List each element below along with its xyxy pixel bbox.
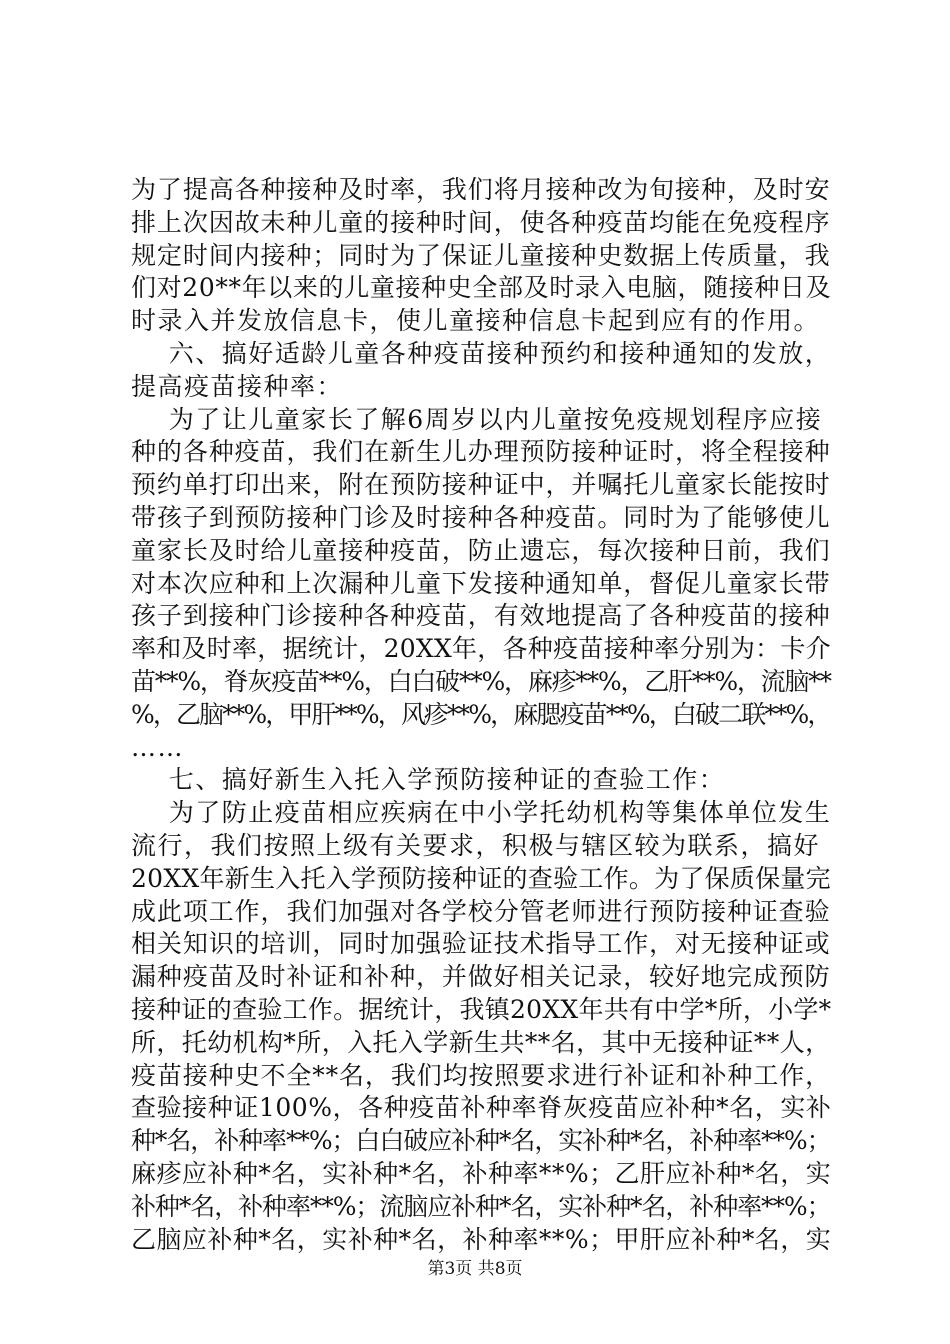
text-line: 七、搞好新生入托入学预防接种证的查验工作：: [131, 765, 726, 795]
text-line: 漏种疫苗及时补证和补种，并做好相关记录，较好地完成预防: [131, 962, 831, 992]
text-line: %，乙脑**%，甲肝**%，风疹**%，麻腮疫苗**%，白破二联**%，: [131, 699, 831, 729]
text-line: 时录入并发放信息卡，使儿童接种信息卡起到应有的作用。: [131, 306, 821, 336]
text-line: 相关知识的培训，同时加强验证技术指导工作，对无接种证或: [131, 929, 831, 959]
page-footer: 第3页 共8页: [427, 1259, 523, 1279]
text-line: 苗**%，脊灰疫苗**%，白白破**%，麻疹**%，乙肝**%，流脑**: [131, 666, 831, 696]
text-line: 童家长及时给儿童接种疫苗，防止遗忘，每次接种日前，我们: [131, 535, 831, 565]
text-line: 为了让儿童家长了解6周岁以内儿童按免疫规划程序应接: [131, 404, 823, 434]
text-line: 接种证的查验工作。据统计，我镇20XX年共有中学*所，小学*: [131, 994, 832, 1024]
text-line: 麻疹应补种*名，实补种*名，补种率**%；乙肝应补种*名，实: [131, 1158, 832, 1188]
text-line: 对本次应种和上次漏种儿童下发接种通知单，督促儿童家长带: [131, 568, 831, 598]
text-line: 种*名，补种率**%；白白破应补种*名，实补种*名，补种率**%；: [131, 1126, 831, 1156]
text-line: ……: [131, 732, 184, 762]
text-line: 排上次因故未种儿童的接种时间，使各种疫苗均能在免疫程序: [131, 207, 831, 237]
body-text: [131, 174, 831, 1256]
text-line: 规定时间内接种；同时为了保证儿童接种史数据上传质量，我: [131, 240, 831, 270]
text-line: 所，托幼机构*所，入托入学新生共**名，其中无接种证**人，: [131, 1027, 831, 1057]
text-line: 带孩子到预防接种门诊及时接种各种疫苗。同时为了能够使儿: [131, 502, 831, 532]
text-line: 流行，我们按照上级有关要求，积极与辖区较为联系，搞好: [131, 830, 821, 860]
text-line: 为了提高各种接种及时率，我们将月接种改为旬接种，及时安: [131, 175, 831, 204]
text-line: 乙脑应补种*名，实补种*名，补种率**%；甲肝应补种*名，实: [131, 1224, 832, 1254]
text-line: 疫苗接种史不全**名，我们均按照要求进行补证和补种工作，: [131, 1060, 832, 1090]
text-line: 六、搞好适龄儿童各种疫苗接种预约和接种通知的发放，: [131, 338, 832, 368]
text-line: 为了防止疫苗相应疾病在中小学托幼机构等集体单位发生: [131, 798, 832, 828]
text-line: 20XX年新生入托入学预防接种证的查验工作。为了保质保量完: [131, 863, 831, 893]
text-line: 们对20**年以来的儿童接种史全部及时录入电脑，随接种日及: [131, 273, 832, 303]
text-line: 查验接种证100%，各种疫苗补种率脊灰疫苗应补种*名，实补: [131, 1093, 832, 1123]
text-line: 成此项工作，我们加强对各学校分管老师进行预防接种证查验: [131, 896, 831, 926]
text-line: 种的各种疫苗，我们在新生儿办理预防接种证时，将全程接种: [131, 437, 831, 467]
text-line: 孩子到接种门诊接种各种疫苗，有效地提高了各种疫苗的接种: [131, 601, 831, 631]
text-line: 预约单打印出来，附在预防接种证中，并嘱托儿童家长能按时: [131, 470, 831, 500]
text-line: 提高疫苗接种率：: [131, 371, 344, 401]
text-line: 补种*名，补种率**%；流脑应补种*名，实补种*名，补种率**%；: [131, 1191, 831, 1221]
text-line: 率和及时率，据统计，20XX年，各种疫苗接种率分别为：卡介: [131, 634, 831, 664]
